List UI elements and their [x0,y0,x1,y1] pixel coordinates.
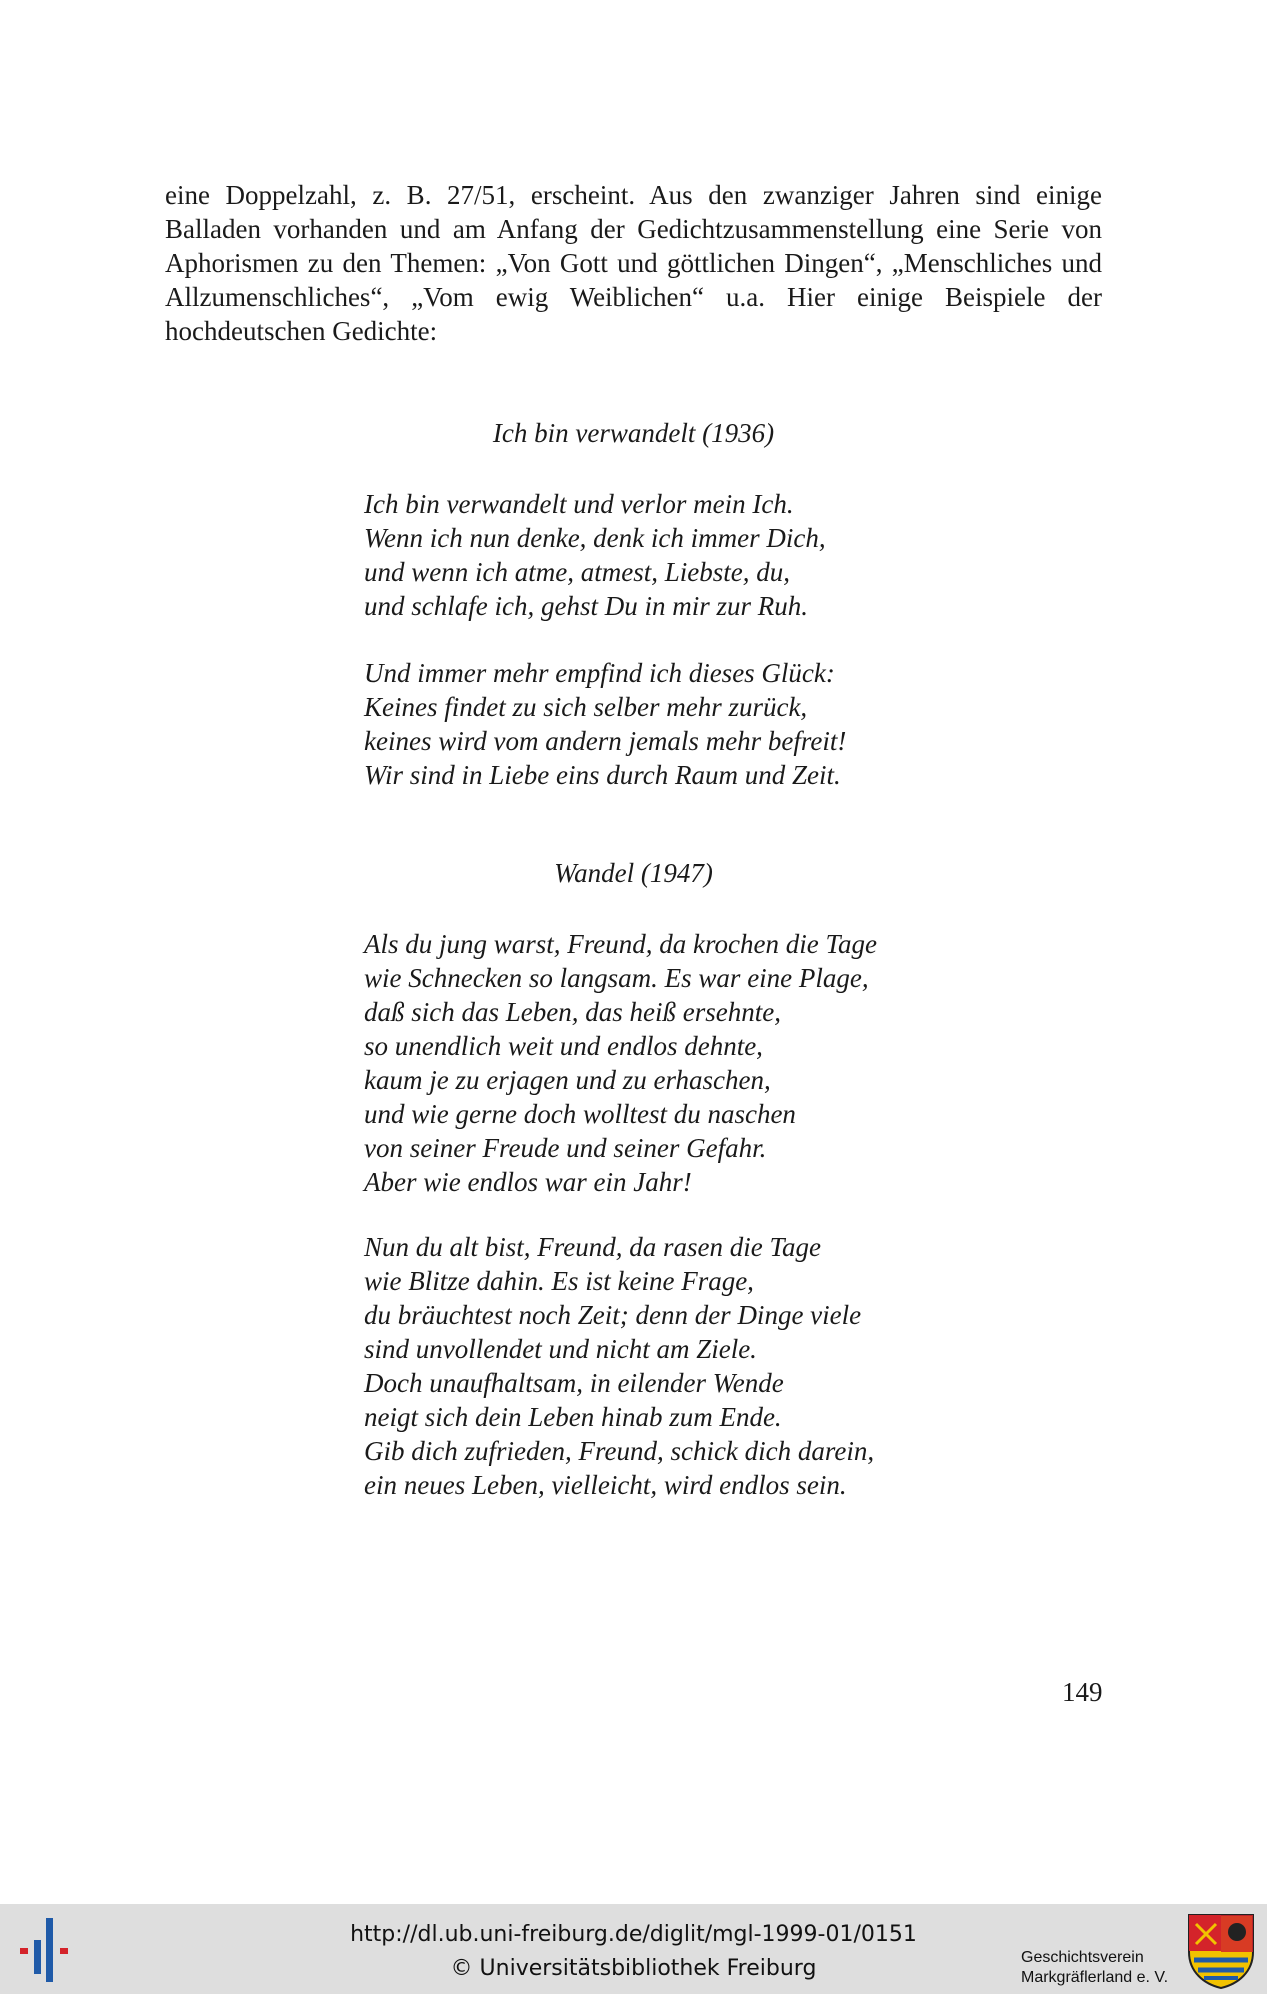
poem-line: und wenn ich atme, atmest, Liebste, du, [364,557,790,587]
poem-line: Ich bin verwandelt und verlor mein Ich. [364,489,794,519]
poem-line: kaum je zu erjagen und zu erhaschen, [364,1065,771,1095]
poem-line: wie Schnecken so langsam. Es war eine Plage, [364,963,869,993]
society-line-2: Markgräflerland e. V. [1021,1969,1169,1986]
poem-2-stanza-2 [364,1230,874,1502]
poem-line: Wir sind in Liebe eins durch Raum und Zeit. [364,760,841,790]
poem-title-1: Ich bin verwandelt (1936) [492,418,775,448]
poem-line: wie Blitze dahin. Es ist keine Frage, [364,1266,754,1296]
poem-line: daß sich das Leben, das heiß ersehnte, [364,997,781,1027]
poem-line: Doch unaufhaltsam, in eilender Wende [364,1368,784,1398]
society-name [1021,1948,1168,1988]
poem-line: Keines findet zu sich selber mehr zurück, [364,692,808,722]
viewer-footer [0,1904,1267,1994]
poem-line: von seiner Freude und seiner Gefahr. [364,1133,767,1163]
poem-line: und wie gerne doch wolltest du naschen [364,1099,796,1129]
poem-line: so unendlich weit und endlos dehnte, [364,1031,763,1061]
poem-line: Als du jung warst, Freund, da krochen die Tage [364,929,877,959]
poem-line: du bräuchtest noch Zeit; denn der Dinge viele [364,1300,862,1330]
poem-line: Gib dich zufrieden, Freund, schick dich darein, [364,1436,875,1466]
permalink-url[interactable]: http://dl.ub.uni-freiburg.de/diglit/mgl-1999-01/0151 [350,1922,917,1947]
poem-line: Aber wie endlos war ein Jahr! [364,1167,692,1197]
poem-line: keines wird vom andern jemals mehr befreit! [364,726,847,756]
coat-of-arms-icon[interactable] [1186,1912,1256,1990]
poem-1-stanza-2 [364,656,846,792]
society-line-1: Geschichtsverein [1021,1949,1144,1966]
page-number: 149 [1062,1677,1103,1707]
poem-2-stanza-1 [364,927,877,1199]
poem-title-2: Wandel (1947) [554,858,713,888]
poem-line: sind unvollendet und nicht am Ziele. [364,1334,757,1364]
poem-1-stanza-1 [364,487,826,623]
poem-line: und schlafe ich, gehst Du in mir zur Ruh. [364,591,808,621]
poem-line: Wenn ich nun denke, denk ich immer Dich, [364,523,826,553]
poem-line: Und immer mehr empfind ich dieses Glück: [364,658,835,688]
copyright-notice: © Universitätsbibliothek Freiburg [450,1956,817,1981]
intro-paragraph: eine Doppelzahl, z. B. 27/51, erscheint. Aus den zwanziger Jahren sind einige Balladen vorhanden und am Anfang der Gedichtzusammenstellung eine Serie von Aphorismen zu den Themen: „Von Gott und göttlichen Dingen“, „Menschliches und Allzumenschliches“, „Vom ewig Weiblichen“ u.a. Hier einige Beispiele der hochdeutschen Gedichte: [165,180,1102,346]
poem-line: neigt sich dein Leben hinab zum Ende. [364,1402,782,1432]
poem-line: ein neues Leben, vielleicht, wird endlos sein. [364,1470,847,1500]
poem-line: Nun du alt bist, Freund, da rasen die Tage [364,1232,822,1262]
